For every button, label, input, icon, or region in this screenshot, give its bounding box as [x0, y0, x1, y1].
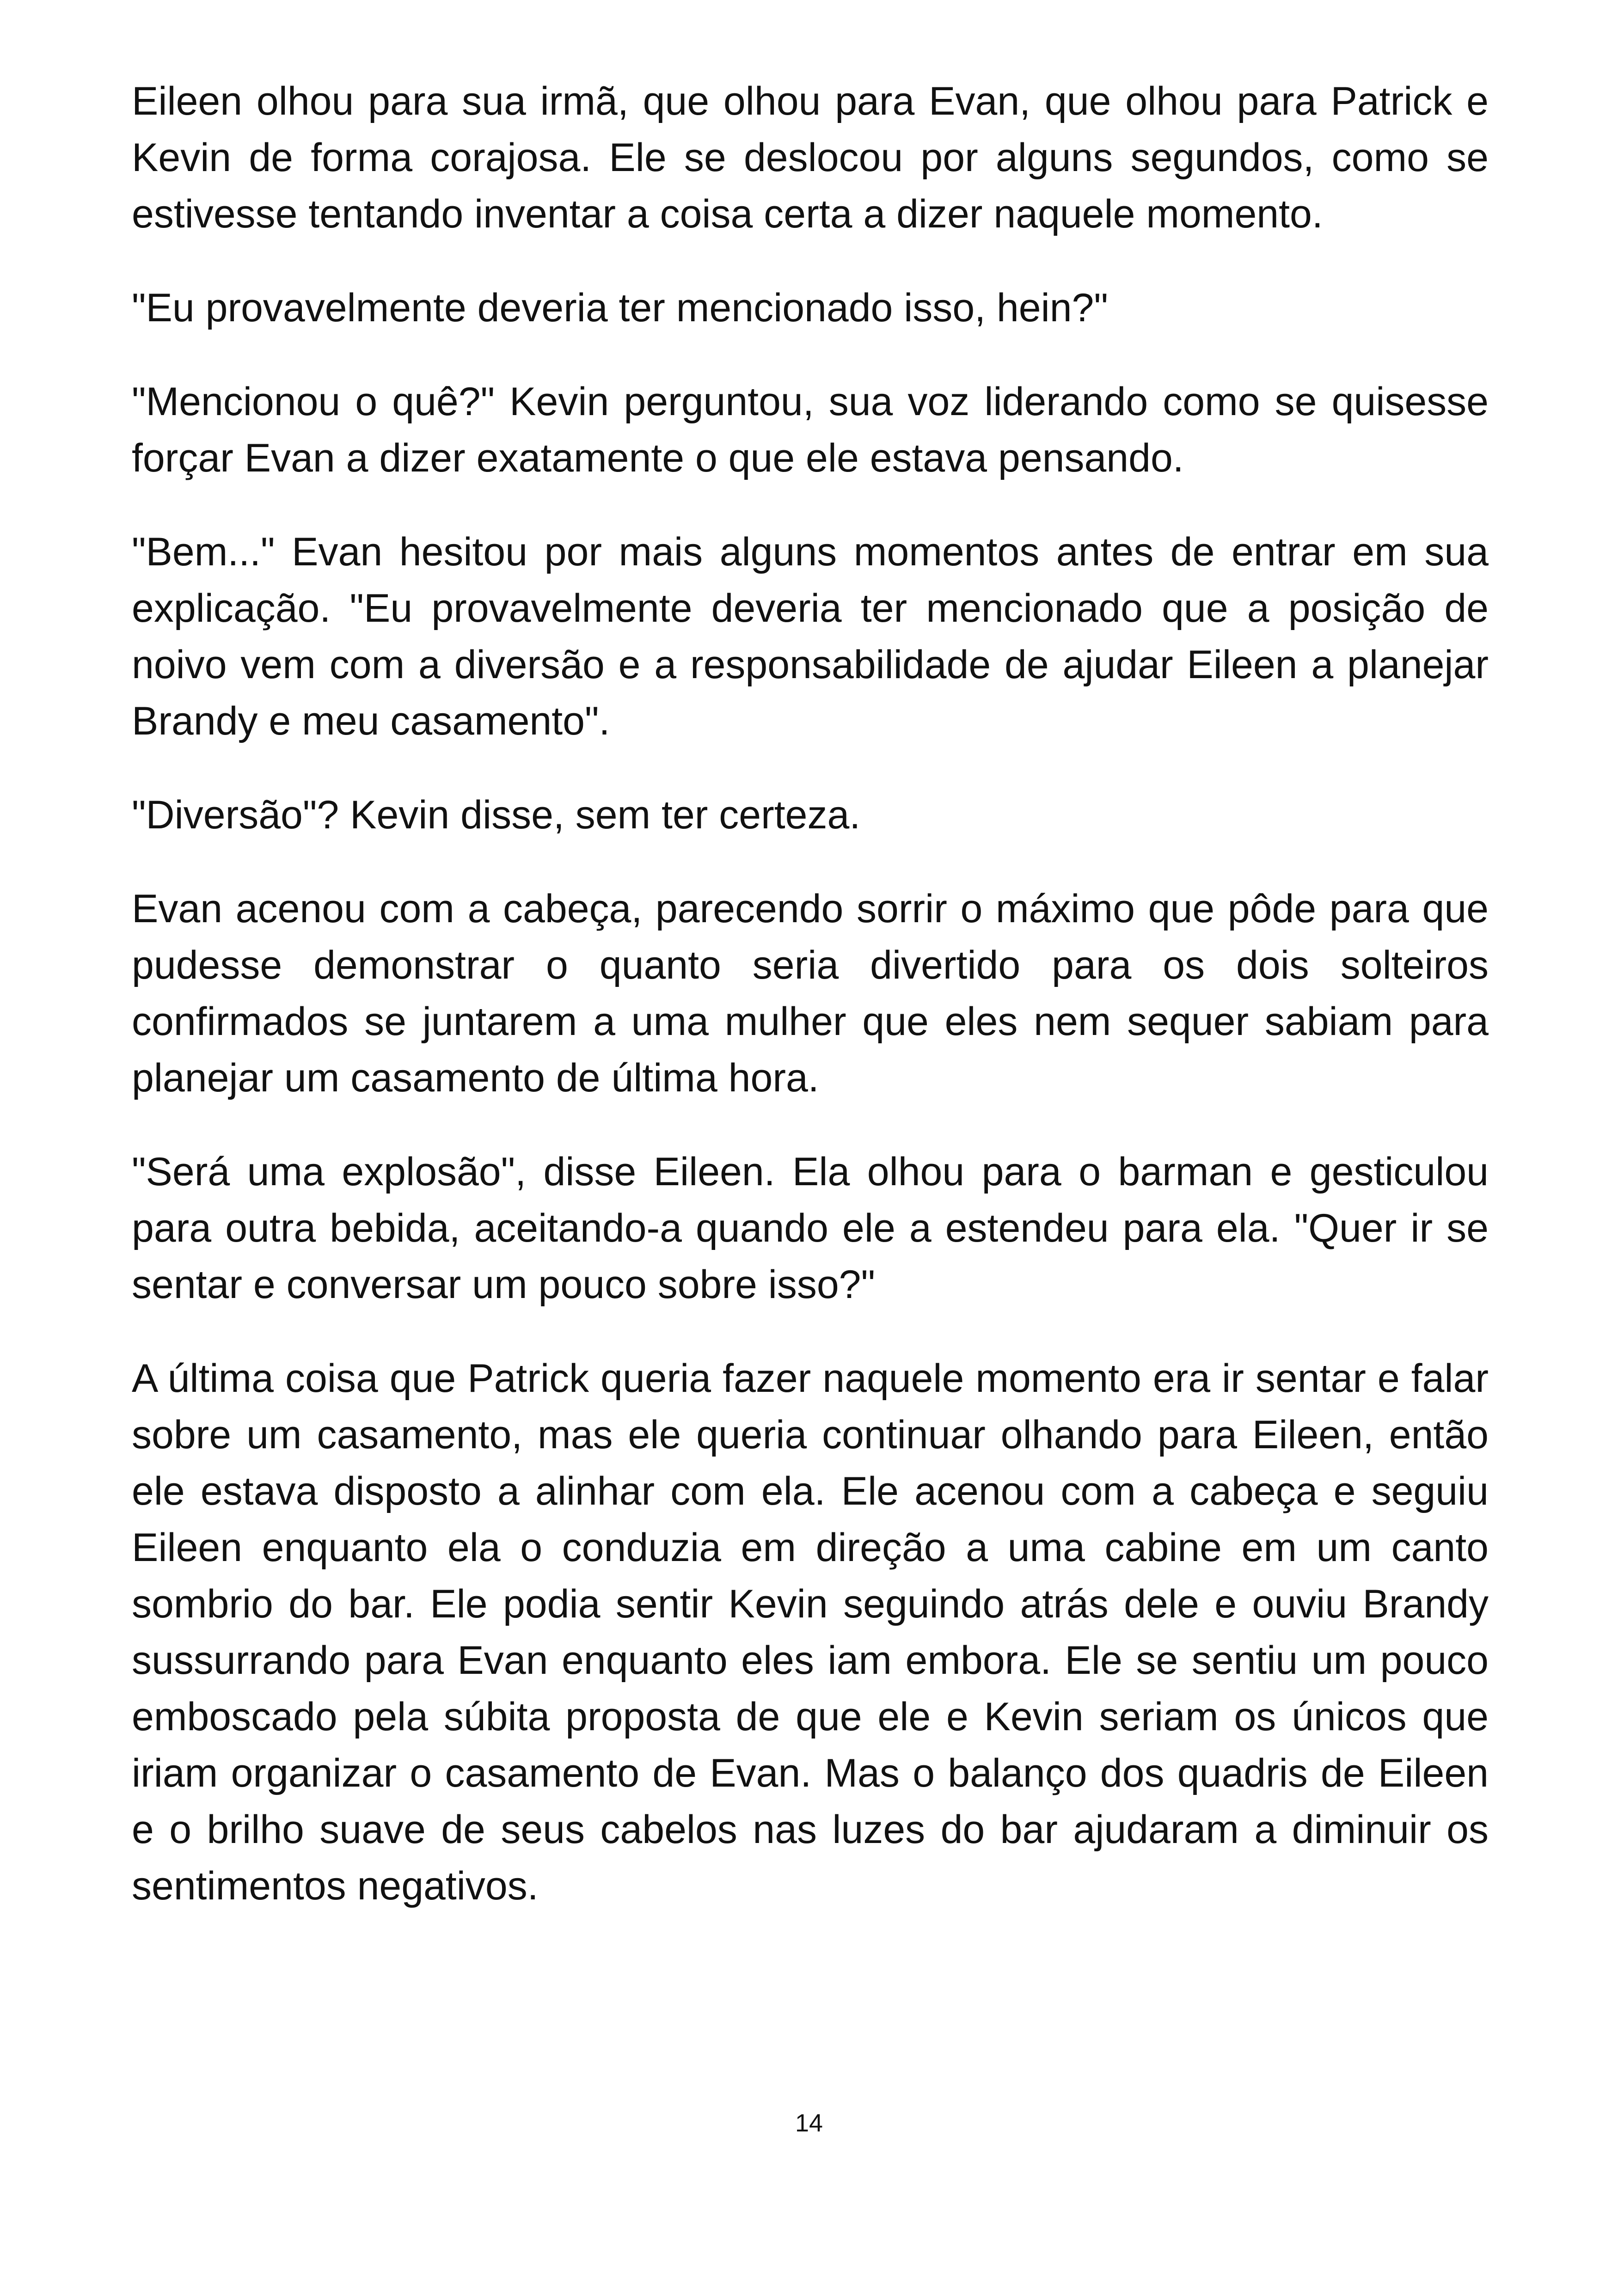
- paragraph: "Eu provavelmente deveria ter mencionado isso, hein?": [132, 286, 1108, 330]
- paragraph: "Bem..." Evan hesitou por mais alguns momentos antes de entrar em sua explicação. "Eu provavelmente deveria ter mencionado que a posição de noivo vem com a diversão e a responsabilidade de ajudar Eileen a planejar Brandy e meu casamento".: [132, 530, 1489, 743]
- page-number: 14: [795, 2109, 823, 2137]
- paragraph: "Será uma explosão", disse Eileen. Ela olhou para o barman e gesticulou para outra bebida, aceitando-a quando ele a estendeu para ela. "Quer ir se sentar e conversar um pouco sobre isso?": [132, 1150, 1489, 1307]
- paragraph: Evan acenou com a cabeça, parecendo sorrir o máximo que pôde para que pudesse demonstrar o quanto seria divertido para os dois solteiros confirmados se juntarem a uma mulher que eles nem sequer sabiam para planejar um casamento de última hora.: [132, 887, 1489, 1100]
- paragraph: Eileen olhou para sua irmã, que olhou para Evan, que olhou para Patrick e Kevin de forma corajosa. Ele se deslocou por alguns segundos, como se estivesse tentando inventar a coisa certa a dizer naquele momento.: [132, 79, 1489, 236]
- paragraph: "Diversão"? Kevin disse, sem ter certeza.: [132, 793, 861, 837]
- body-text: [132, 73, 1489, 1952]
- paragraph: "Mencionou o quê?" Kevin perguntou, sua voz liderando como se quisesse forçar Evan a dizer exatamente o que ele estava pensando.: [132, 380, 1489, 480]
- paragraph: A última coisa que Patrick queria fazer naquele momento era ir sentar e falar sobre um casamento, mas ele queria continuar olhando para Eileen, então ele estava disposto a alinhar com ela. Ele acenou com a cabeça e seguiu Eileen enquanto ela o conduzia em direção a uma cabine em um canto sombrio do bar. Ele podia sentir Kevin seguindo atrás dele e ouviu Brandy sussurrando para Evan enquanto eles iam embora. Ele se sentiu um pouco emboscado pela súbita proposta de que ele e Kevin seriam os únicos que iriam organizar o casamento de Evan. Mas o balanço dos quadris de Eileen e o brilho suave de seus cabelos nas luzes do bar ajudaram a diminuir os sentimentos negativos.: [132, 1356, 1489, 1908]
